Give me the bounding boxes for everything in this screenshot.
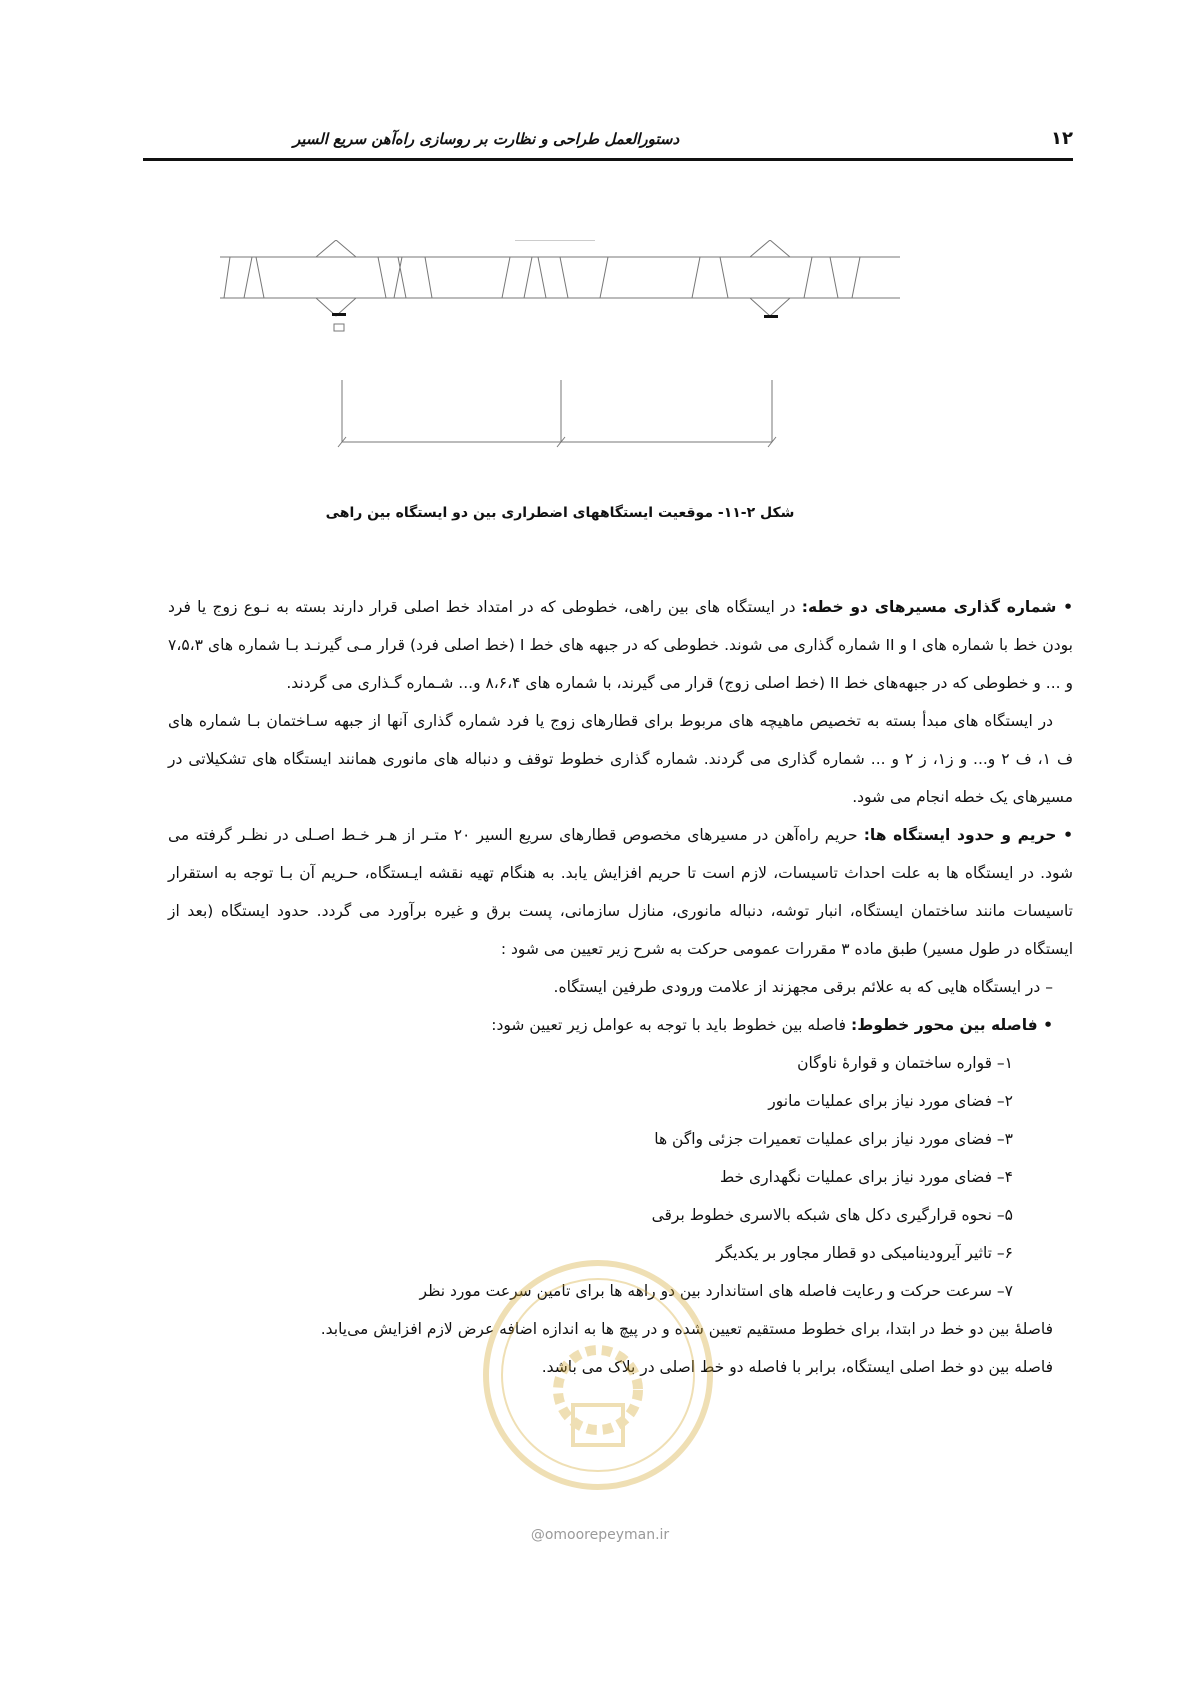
- paragraph: [168, 588, 1073, 702]
- station-hexagon-right-top: [750, 240, 790, 257]
- list-item: ۲– فضای مورد نیاز برای عملیات مانور: [768, 1092, 1013, 1110]
- paragraph: [168, 1006, 1073, 1044]
- station-marker: [764, 315, 778, 318]
- watermark-seal: [478, 1255, 718, 1495]
- paragraph: [168, 816, 1073, 968]
- bullet-heading: • شماره گذاری مسیرهای دو خطه:: [801, 598, 1073, 616]
- dash-item: – در ایستگاه هایی که به علائم برقی مجهزند از علامت ورودی طرفین ایستگاه.: [553, 978, 1053, 996]
- header-title: دستورالعمل طراحی و نظارت بر روسازی راه‌آهن سریع السیر: [293, 130, 680, 148]
- page-header: [143, 128, 1073, 161]
- paragraph-text: در ایستگاه های بین راهی، خطوطی که در امتداد خط اصلی قرار دارند بسته به نـوع زوج یا فرد بودن خط با شماره های I و II شماره گذاری می شوند. خطوطی که در جبهه های خط I (خط اصلی فرد) قرار مـی گیرنـد بـا شماره های ۷،۵،۳ و ... و خطوطی که در جبهه‌های خط II (خط اصلی زوج) قرار می گیرند، با شماره های ۸،۶،۴ و... شـماره گـذاری می گردند.: [168, 598, 1073, 692]
- list-item: ۳– فضای مورد نیاز برای عملیات تعمیرات جزئی واگن ها: [654, 1130, 1013, 1148]
- station-layout-figure: [220, 240, 980, 490]
- list-item: ۷– سرعت حرکت و رعایت فاصله های استاندارد بین دو راهه ها برای تامین سرعت مورد نظر: [419, 1282, 1013, 1300]
- bullet-heading: • فاصله بین محور خطوط:: [851, 1016, 1053, 1034]
- paragraph-text: حریم راه‌آهن در مسیرهای مخصوص قطارهای سریع السیر ۲۰ متـر از هـر خـط اصـلی در نظـر گرفته می شود. در ایستگاه ها به علت احداث تاسیسات، لازم است تا حریم افزایش یابد. به هنگام تهیه نقشه ایـستگاه، حـریم آن بـا توجه به استقرار تاسیسات مانند ساختمان ایستگاه، انبار توشه، دنباله مانوری، منازل سازمانی، پست برق و غیره برآورد می گردد. حدود ایستگاه (بعد از ایستگاه در طول مسیر) طبق ماده ۳ مقررات عمومی حرکت به شرح زیر تعیین می شود :: [168, 826, 1073, 958]
- station-marker: [332, 313, 346, 316]
- paragraph: در ایستگاه های مبدأ بسته به تخصیص ماهیچه های مربوط برای قطارهای زوج یا فرد شماره گذاری آنها از جبهه سـاختمان بـا شماره های ف ۱، ف ۲ و... و ز۱، ز ۲ و ... شماره گذاری می گردند. شماره گذاری خطوط توقف و دنباله های مانوری همانند ایستگاه های تشکیلاتی در مسیرهای یک خطه انجام می شود.: [168, 712, 1074, 806]
- list-item: ۱– قواره ساختمان و قوارهٔ ناوگان: [797, 1054, 1013, 1072]
- list-item: ۴– فضای مورد نیاز برای عملیات نگهداری خط: [719, 1168, 1013, 1186]
- station-hexagon-right-bottom: [750, 298, 790, 316]
- list-item: ۵– نحوه قرارگیری دکل های شبکه بالاسری خطوط برقی: [651, 1206, 1013, 1224]
- paragraph-text: فاصله بین خطوط باید با توجه به عوامل زیر تعیین شود:: [491, 1016, 852, 1034]
- bullet-heading: • حریم و حدود ایستگاه ها:: [863, 826, 1073, 844]
- paragraph: فاصله بین دو خط اصلی ایستگاه، برابر با فاصله دو خط اصلی در بلاک می باشد.: [541, 1358, 1053, 1376]
- watermark-text: @omoorepeyman.ir: [530, 1527, 670, 1543]
- paragraph: فاصلهٔ بین دو خط در ابتدا، برای خطوط مستقیم تعیین شده و در پیچ ها به اندازه اضافه عرض لازم افزایش می‌یابد.: [320, 1320, 1053, 1338]
- station-hexagon-left-top: [316, 240, 356, 257]
- figure-caption: شکل ۲-۱۱- موقعیت ایستگاههای اضطراری بین دو ایستگاه بین راهی: [325, 505, 795, 521]
- page-number: ۱۲: [1051, 128, 1073, 149]
- list-item: ۶– تاثیر آیرودینامیکی دو قطار مجاور بر یکدیگر: [716, 1244, 1013, 1262]
